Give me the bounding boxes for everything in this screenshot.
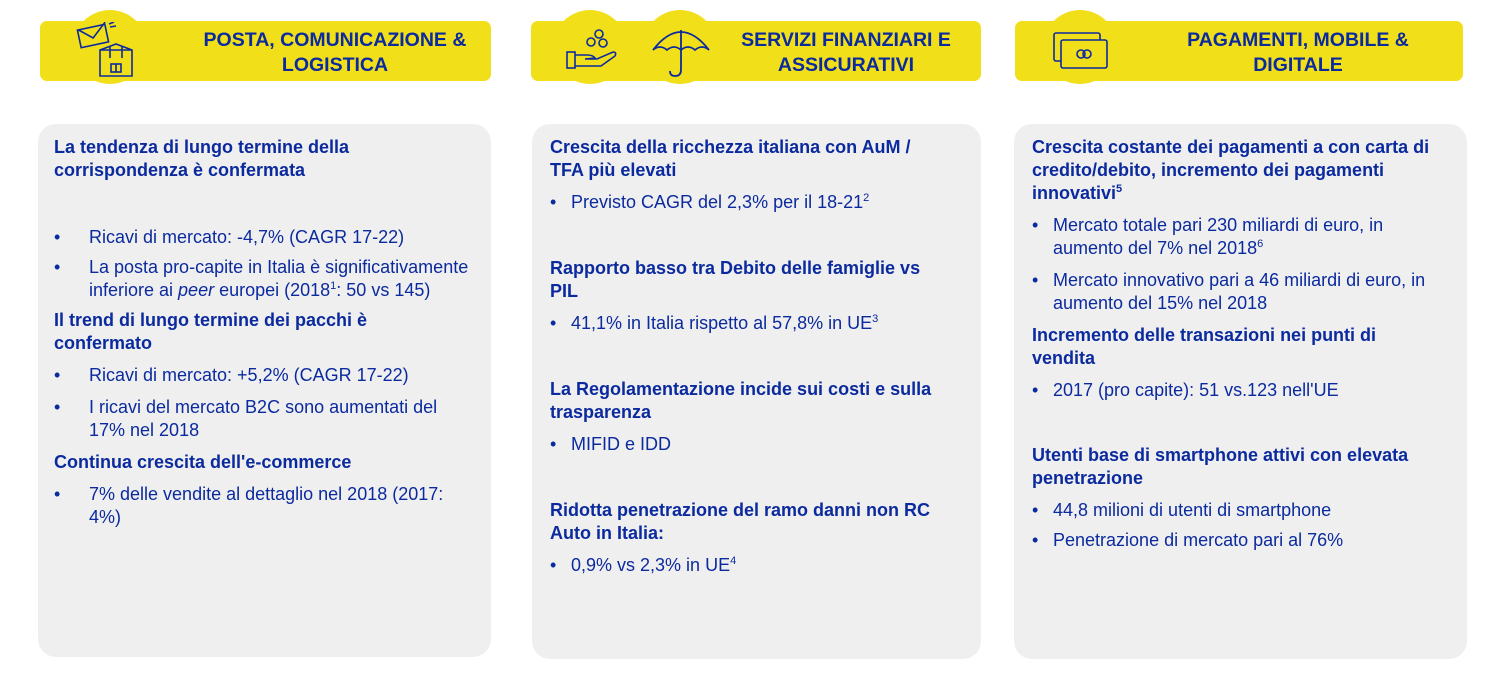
list-item: • 0,9% vs 2,3% in $UE^4$ bbox=[550, 555, 737, 575]
hand-coins-icon bbox=[565, 28, 621, 77]
section-heading: Crescita costante dei pagamenti a con carta di credito/debito, incremento dei pagamenti innovativi$^5$ bbox=[1032, 137, 1430, 203]
section-heading: Incremento delle transazioni nei punti di vendita bbox=[1032, 325, 1377, 368]
column-title: SERVIZI FINANZIARI E ASSICURATIVI bbox=[741, 29, 951, 76]
list-item: • Ricavi di mercato: -4,7% (CAGR 17-22) bbox=[54, 227, 405, 247]
bullet-list bbox=[550, 554, 960, 577]
section-heading: La tendenza di lungo termine della corrispondenza è confermata bbox=[54, 137, 350, 180]
column-title: PAGAMENTI, MOBILE & DIGITALE bbox=[1187, 29, 1409, 76]
bullet-list bbox=[54, 364, 474, 442]
list-item: • La posta pro-capite in Italia è significativamente inferiore ai peer europei (2018$^1$: 50 vs 145) bbox=[54, 257, 469, 300]
list-item: • 7% delle vendite al dettaglio nel 2018 (2017: 4%) bbox=[54, 484, 444, 527]
panel-content bbox=[550, 136, 960, 577]
list-item: • Mercato innovativo pari a 46 miliardi di euro, in aumento del 15% nel 2018 bbox=[1032, 270, 1426, 313]
list-item: • 41,1% in Italia rispetto al 57,8% in $UE^3$ bbox=[550, 313, 879, 333]
panel-posta bbox=[38, 124, 491, 657]
bullet-list bbox=[550, 312, 960, 335]
package-box-icon bbox=[96, 40, 136, 85]
section-heading: Continua crescita dell'e-commerce bbox=[54, 452, 352, 472]
section-heading: Ridotta penetrazione del ramo danni non RC Auto in Italia: bbox=[550, 500, 931, 543]
list-item: • Penetrazione di mercato pari al 76% bbox=[1032, 530, 1344, 550]
section-heading: La Regolamentazione incide sui costi e sulla trasparenza bbox=[550, 379, 932, 422]
column-title: POSTA, COMUNICAZIONE & LOGISTICA bbox=[203, 29, 467, 76]
panel-content bbox=[54, 136, 474, 529]
umbrella-icon bbox=[651, 24, 711, 83]
payment-card-icon bbox=[1053, 32, 1109, 75]
bullet-list bbox=[1032, 214, 1457, 315]
list-item: • I ricavi del mercato B2C sono aumentati del 17% nel 2018 bbox=[54, 397, 438, 440]
panel-pagamenti bbox=[1014, 124, 1467, 659]
list-item: • MIFID e IDD bbox=[550, 434, 672, 454]
list-item: • Mercato totale pari 230 miliardi di euro, in aumento del 7% nel 2018$^6$ bbox=[1032, 215, 1384, 258]
section-heading: Utenti base di smartphone attivi con elevata penetrazione bbox=[1032, 445, 1409, 488]
bullet-list bbox=[1032, 499, 1457, 552]
bullet-list bbox=[54, 226, 474, 302]
list-item: • Previsto CAGR del 2,3% per il $18-21^2$ bbox=[550, 192, 870, 212]
list-item: • 2017 (pro capite): 51 vs.123 nell'UE bbox=[1032, 380, 1339, 400]
section-heading: Rapporto basso tra Debito delle famiglie vs PIL bbox=[550, 258, 921, 301]
bullet-list bbox=[54, 483, 474, 529]
list-item: • Ricavi di mercato: +5,2% (CAGR 17-22) bbox=[54, 365, 409, 385]
list-item: • 44,8 milioni di utenti di smartphone bbox=[1032, 500, 1332, 520]
bullet-list bbox=[1032, 379, 1457, 402]
bullet-list bbox=[550, 433, 960, 456]
panel-servizi bbox=[532, 124, 981, 659]
panel-content bbox=[1032, 136, 1457, 552]
bullet-list bbox=[550, 191, 960, 214]
section-heading: Il trend di lungo termine dei pacchi è confermato bbox=[54, 310, 368, 353]
section-heading: Crescita della ricchezza italiana con AuM / TFA più elevati bbox=[550, 137, 911, 180]
